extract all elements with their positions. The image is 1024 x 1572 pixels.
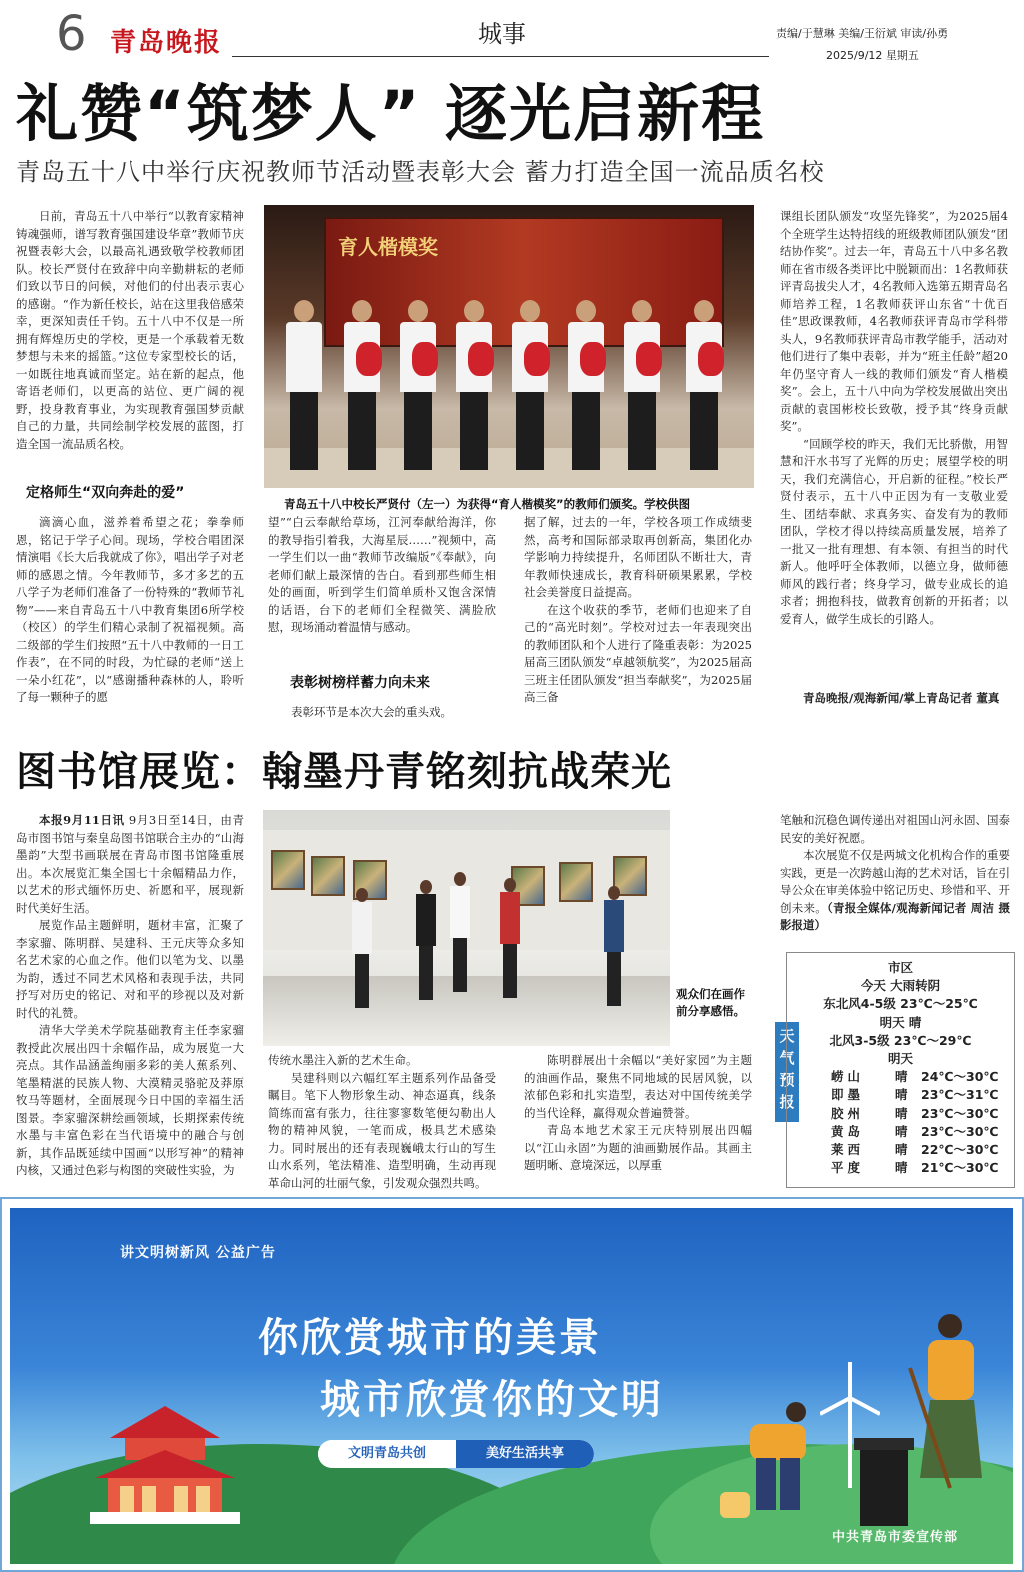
weather-today-title: 今天 大雨转阴: [860, 978, 941, 994]
ad-slogan-pill: [318, 1440, 594, 1468]
article1-subheadline: 青岛五十八中举行庆祝教师节活动暨表彰大会 蓄力打造全国一流品质名校: [16, 158, 825, 186]
person-figure: [510, 300, 550, 470]
byline-text: 青岛晚报/观海新闻/掌上青岛记者 董真: [803, 691, 1000, 705]
visitor-figure: [415, 880, 437, 1000]
article1-subtitle2: 表彰树榜样蓄力向未来: [290, 675, 430, 691]
article1-col1-body: [16, 514, 244, 724]
weather-region: 市区: [887, 960, 913, 975]
weather-tag-text: 天气预报: [779, 1027, 795, 1111]
article2-paragraph: 展览作品主题鲜明，题材丰富，汇聚了李家骝、陈明群、吴建科、王元庆等众多知名艺术家的心血之作。他们以笔为戈、以墨为韵，透过不同艺术风格和表现手法，共同抒写对历史的铭记、对和平的珍视以及对新时代的礼赞。: [16, 918, 244, 1020]
worker-planting-icon: [710, 1398, 830, 1528]
article1-paragraph: 课组长团队颁发“攻坚先锋奖”，为2025届4个全班学生达特招线的班级教师团队颁发“团结协作奖”。过去一年，青岛五十八中多名教师在省市级各类评比中脱颖而出：1名教师获评青岛拔尖人才，4名教师入选第五期青岛名师培养工程，1名教师获评山东省“十优百佳”思政课教师，4名教师获评青岛市学科带头人，9名教师获评青岛市教学能手，活动对他们进行了集中表彰，并为“班主任龄”超20年仍坚守育人一线的教师们颁发“育人楷模奖”。会上，五十八中向为学校发展做出突出贡献的袁国彬校长致敬，授予其“终身贡献奖”。: [780, 209, 1008, 433]
ad-pill-right: 美好生活共享: [456, 1440, 594, 1468]
ad-pill-left: 文明青岛共创: [318, 1440, 456, 1468]
ad-sponsor: 中共青岛市委宣传部: [832, 1530, 959, 1545]
weather-box: [786, 952, 1015, 1188]
painting: [311, 856, 345, 896]
article2-paragraph: 吴建科则以六幅红军主题系列作品备受瞩目。笔下人物形象生动、神态逼真，线条简练而富有张力，往往寥寥数笔便勾勒出人物的精神风貌，一笔而成，极具艺术感染力。同时展出的还有表现巍峨太行山的写生山水系列，笔法精准、造型明确，生动再现革命山河的壮丽气象，引发观众强烈共鸣。: [268, 1070, 496, 1190]
article1-paragraph: 滴滴心血，滋养着希望之花；拳拳师恩，铭记于学子心间。现场，学校合唱团深情演唱《长大后我就成了你》，唱出学子对老师的感恩之情。今年教师节，多才多艺的五八学子为老师们准备了一份特殊的“教师节礼物”——来自青岛五十八中教育集团6所学校（校区）的学生们精心录制了祝福视频。高二级部的学生们按照“五十八中教师的一日工作表”，在不同的时段，为忙碌的老师“送上一朵小红花”，以“感谢播种森林的人，聆听了每一颗种子的愿: [16, 515, 244, 704]
public-service-ad: [10, 1208, 1013, 1564]
page-header: [0, 0, 1024, 70]
ad-tag: 讲文明树新风 公益广告: [120, 1245, 276, 1261]
article1-paragraph: 日前，青岛五十八中举行“以教育家精神铸魂强师，谱写教育强国建设华章”教师节庆祝暨表彰大会，以最高礼遇致敬学校教师团队。校长严贤付在致辞中向辛勤耕耘的老师们致以节日的问候，对他们的付出表示衷心的感谢。“作为新任校长，站在这里我倍感荣幸，更深知责任千钧。五十八中不仅是一所拥有辉煌历史的学校，更是一个承载着无数梦想与未来的摇篮。”这位专家型校长的话，一如既往地真诚而坚定。站在新的起点，他寄语老师们，以更高的站位、更广阔的视野，投身教育事业，为实现教育强国梦贡献自己的力量，共同绘制学校发展的蓝图，打造全国一流品质名校。: [16, 209, 244, 451]
visitor-figure: [499, 878, 521, 998]
weather-tomorrow-title: 明天 晴: [879, 1014, 922, 1030]
article1-col4: [780, 208, 1008, 688]
article2-col2: [268, 1052, 496, 1190]
dateline-lead: 本报9月11日讯: [39, 813, 125, 827]
article2-paragraph: 传统水墨注入新的艺术生命。: [268, 1053, 418, 1067]
person-figure: [454, 300, 494, 470]
article1-paragraph: 表彰环节是本次大会的重头戏。: [291, 705, 452, 719]
header-divider: [232, 56, 769, 57]
visitor-figure: [603, 886, 625, 1006]
award-banner: 育人楷模奖: [338, 235, 438, 259]
article1-paragraph: 望”“白云奉献给草场，江河奉献给海洋，你的教导指引着我，大海星辰……”视频中，高一学生们以一曲“教师节改编版”《奉献》，向老师们献上最深情的告白。看到那些师生相处的画面，听到学生们简单质朴又饱含深情的话语，台下的老师们全程微笑、满脸欣慰，现场涌动着温情与感动。: [268, 515, 496, 634]
person-figure: [398, 300, 438, 470]
article2-byline: （青报全媒体/观海新闻记者 周洁 摄影报道）: [780, 900, 1010, 932]
article1-col3: [524, 514, 752, 724]
article1-paragraph: 据了解，过去的一年，学校各项工作成绩斐然，高考和国际部录取再创新高，集团化办学影响力持续提升，名师团队不断壮大，青年教师快速成长，教育科研硕果累累，学校社会美誉度日益提高。: [524, 515, 752, 599]
painting: [559, 862, 593, 902]
weather-tomorrow-detail: 北风3-5级 23℃～29℃: [829, 1032, 972, 1048]
weather-city-row: 平度 晴 21℃～30℃: [831, 1160, 999, 1176]
award-ceremony-photo: [264, 205, 754, 488]
article2-paragraph: 陈明群展出十余幅以“美好家园”为主题的油画作品，聚焦不同地域的民居风貌，以浓郁色彩和扎实造型，表达对中国传统美学的当代诠释，赢得观众普遍赞誉。: [524, 1053, 752, 1120]
visitor-figure: [449, 872, 471, 992]
article1-headline: 礼赞“筑梦人” 逐光启新程: [16, 77, 766, 150]
weather-city-row: 胶州 晴 23℃～30℃: [831, 1105, 999, 1121]
photo1-caption: 青岛五十八中校长严贤付（左一）为获得“育人楷模奖”的教师们颁奖。学校供图: [284, 497, 691, 511]
article1-paragraph: “回顾学校的昨天，我们无比骄傲，用智慧和汗水书写了光辉的历史；展望学校的明天，我们充满信心，开启新的征程。”校长严贤付表示，五十八中正因为有一支敬业爱生、团结奉献、求真务实、奋发有为的教师团队，学校才得以持续高质量发展，培养了一批又一批有理想、有本领、有担当的时代新人。他呼吁全体教师，以德立身，做师德师风的践行者；终身学习，做专业成长的追求者；拥抱科技，做教育创新的开拓者；以爱育人，做学生成长的引路人。: [780, 436, 1008, 626]
article2-paragraph: 笔触和沉稳色调传递出对祖国山河永固、国泰民安的美好祝愿。: [780, 813, 1010, 845]
pagoda-icon: [80, 1398, 250, 1528]
article2-paragraph: 青岛本地艺术家王元庆特别展出四幅以“江山永固”为题的油画勤展作品。其画主题明晰、意境深远，以厚重: [524, 1123, 752, 1172]
article1-subtitle1: 定格师生“双向奔赴的爱”: [26, 485, 185, 501]
issue-date: 2025/9/12 星期五: [826, 49, 919, 62]
worker-sweeping-icon: [890, 1308, 1000, 1508]
article2-headline: 图书馆展览：翰墨丹青铭刻抗战荣光: [16, 749, 672, 795]
article2-col1: [16, 812, 244, 1190]
article2-paragraph: 本次展览不仅是两城文化机构合作的重要实践，更是一次跨越山海的艺术对话，旨在引导公众在审美体验中铭记历史、珍惜和平、开创未来。: [780, 848, 1010, 915]
visitor-figure: [351, 888, 373, 1008]
painting: [271, 850, 305, 890]
editor-credits: 责编/于慧琳 美编/王衍斌 审读/孙勇: [776, 27, 949, 40]
article1-byline: [780, 690, 1008, 726]
article1-paragraph: 在这个收获的季节，老师们也迎来了自己的“高光时刻”。学校对过去一年表现突出的教师团队和个人进行了隆重表彰：为2025届高三团队颁发“卓越领航奖”，为2025届高三班主任团队颁发“担当奉献奖”，为2025届高三备: [524, 602, 752, 704]
ad-slogan-1: 你欣赏城市的美景: [258, 1315, 602, 1361]
article2-col4: [780, 812, 1010, 940]
weather-city-row: 崂山 晴 24℃～30℃: [831, 1069, 999, 1085]
photo2-caption: 观众们在画作前分享感悟。: [676, 987, 745, 1018]
person-figure: [684, 300, 724, 470]
stage-floor: [264, 448, 754, 488]
article2-col3: [524, 1052, 752, 1190]
masthead: 青岛晚报: [110, 28, 223, 58]
page-number: 6: [56, 6, 87, 62]
article1-col1-intro: [16, 208, 244, 470]
exhibition-photo: [263, 810, 670, 1046]
article2-paragraph: 清华大学美术学院基础教育主任李家骝教授此次展出四十余幅作品，成为展览一大亮点。其作品涵盖绚丽多彩的美人蕉系列、笔墨精湛的民族人物、大漠精灵骆驼及莽原牧马等题材，全面展现今日中国的幸福生活图景。李家骝深耕绘画领域，长期探索传统水墨与丰富色彩在当代语境中的融合与创新，其作品既延续中国画“以形写神”的精神内核，又通过色彩与构图的突破性实验，为: [16, 1023, 244, 1177]
person-figure: [284, 300, 324, 470]
article1-col2: [268, 514, 496, 654]
person-figure: [566, 300, 606, 470]
weather-city-row: 莱西 晴 22℃～30℃: [831, 1142, 999, 1158]
weather-city-row: 黄岛 晴 23℃～30℃: [831, 1123, 999, 1139]
weather-today-detail: 东北风4-5级 23℃～25℃: [823, 996, 978, 1012]
ad-slogan-2: 城市欣赏你的文明: [320, 1377, 664, 1423]
section-title: 城事: [478, 20, 526, 48]
person-figure: [622, 300, 662, 470]
weather-tomorrow-label: 明天: [887, 1051, 913, 1067]
article2-paragraph: 9月3日至14日，由青岛市图书馆与秦皇岛图书馆联合主办的“山海墨韵”大型书画联展在青岛市图书馆隆重展出。本次展览汇集全国七十余幅精品力作，以艺术的形式缅怀历史、祈愿和平，展现新时代美好生活。: [16, 813, 244, 915]
article1-col2-tail: [268, 704, 496, 724]
weather-city-row: 即墨 晴 23℃～31℃: [831, 1087, 999, 1103]
person-figure: [342, 300, 382, 470]
